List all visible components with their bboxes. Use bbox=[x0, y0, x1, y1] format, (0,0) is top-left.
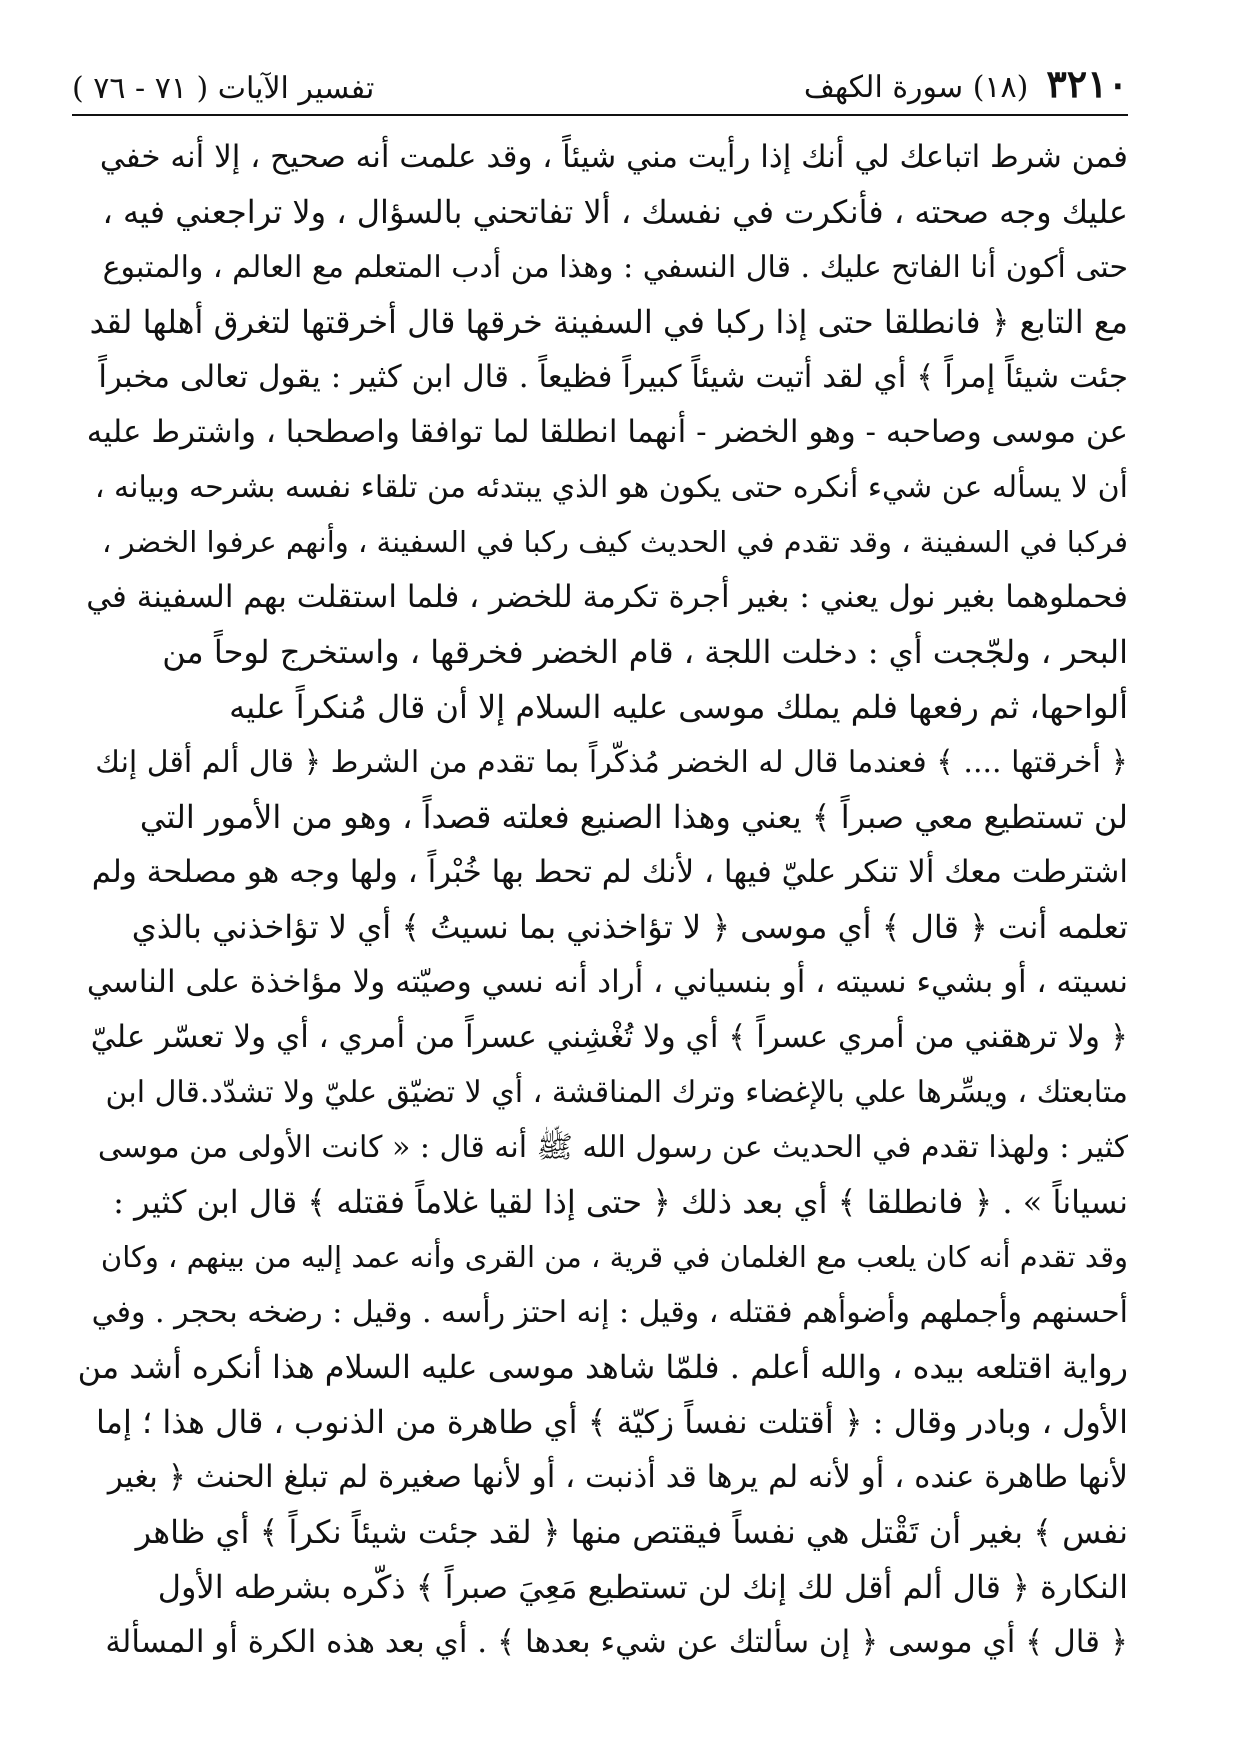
section-title: تفسير الآيات ( ٧١ - ٧٦ ) bbox=[72, 71, 375, 106]
page-header bbox=[72, 58, 1128, 116]
text-line: أحسنهم وأجملهم وأضوأهم فقتله ، وقيل : إنه احتز رأسه . وقيل : رضخه بحجر . وفي bbox=[91, 1295, 1128, 1330]
text-line: النكارة ﴿ قال ألم أقل لك إنك لن تستطيع مَعِيَ صبراً ﴾ ذكّره بشرطه الأول bbox=[157, 1568, 1128, 1606]
text-line: مع التابع ﴿ فانطلقا حتى إذا ركبا في السفينة خرقها قال أخرقتها لتغرق أهلها لقد bbox=[89, 303, 1128, 341]
text-line: نسيته ، أو بشيء نسيته ، أو بنسياني ، أراد أنه نسي وصيّته ولا مؤاخذة على الناسي bbox=[86, 964, 1128, 1000]
text-line: تعلمه أنت ﴿ قال ﴾ أي موسى ﴿ لا تؤاخذني بما نسيتُ ﴾ أي لا تؤاخذني بالذي bbox=[131, 908, 1128, 946]
text-line: فحملوهما بغير نول يعني : بغير أجرة تكرمة للخضر ، فلما استقلت بهم السفينة في bbox=[86, 579, 1128, 615]
text-line: ﴿ قال ﴾ أي موسى ﴿ إن سألتك عن شيء بعدها ﴾ . أي بعد هذه الكرة أو المسألة bbox=[105, 1624, 1128, 1660]
text-line: لن تستطيع معي صبراً ﴾ يعني وهذا الصنيع فعلته قصداً ، وهو من الأمور التي bbox=[139, 798, 1128, 836]
text-line: نفس ﴾ بغير أن تَقْتل هي نفساً فيقتص منها ﴿ لقد جئت شيئاً نكراً ﴾ أي ظاهر bbox=[135, 1513, 1128, 1551]
text-line: الأول ، وبادر وقال : ﴿ أقتلت نفساً زكيّة ﴾ أي طاهرة من الذنوب ، قال هذا ؛ إما bbox=[96, 1403, 1128, 1441]
text-line: ﴿ أخرقتها .... ﴾ فعندما قال له الخضر مُذكّراً بما تقدم من الشرط ﴿ قال ألم أقل إنك bbox=[95, 745, 1128, 780]
text-line: اشترطت معك ألا تنكر عليّ فيها ، لأنك لم تحط بها خُبْراً ، ولها وجه هو مصلحة ولم bbox=[91, 854, 1128, 890]
text-line: أن لا يسأله عن شيء أنكره حتى يكون هو الذي يبتدئه من تلقاء نفسه بشرحه وبيانه ، bbox=[94, 470, 1128, 505]
text-line: وقد تقدم أنه كان يلعب مع الغلمان في قرية ، من القرى وأنه عمد إليه من بينهم ، وكان bbox=[100, 1240, 1128, 1274]
text-line: رواية اقتلعه بيده ، والله أعلم . فلمّا شاهد موسى عليه السلام هذا أنكره أشد من bbox=[77, 1348, 1128, 1386]
text-line: ألواحها، ثم رفعها فلم يملك موسى عليه السلام إلا أن قال مُنكراً عليه bbox=[229, 688, 1128, 726]
text-line: ﴿ ولا ترهقني من أمري عسراً ﴾ أي ولا تُغْشِني عسراً من أمري ، أي ولا تعسّر عليّ bbox=[90, 1019, 1128, 1055]
surah-title: (١٨) سورة الكهف bbox=[803, 70, 1029, 105]
text-line: عليك وجه صحته ، فأنكرت في نفسك ، ألا تفاتحني بالسؤال ، ولا تراجعني فيه ، bbox=[102, 193, 1128, 231]
page-number: ٣٢١٠ bbox=[1046, 61, 1128, 106]
text-line: جئت شيئاً إمراً ﴾ أي لقد أتيت شيئاً كبيراً فظيعاً . قال ابن كثير : يقول تعالى مخبراً bbox=[98, 359, 1128, 395]
text-line: فمن شرط اتباعك لي أنك إذا رأيت مني شيئاً ، وقد علمت أنه صحيح ، إلا أنه خفي bbox=[99, 139, 1128, 175]
text-line: نسياناً » . ﴿ فانطلقا ﴾ أي بعد ذلك ﴿ حتى إذا لقيا غلاماً فقتله ﴾ قال ابن كثير : bbox=[113, 1183, 1128, 1221]
text-line: حتى أكون أنا الفاتح عليك . قال النسفي : وهذا من أدب المتعلم مع العالم ، والمتبوع bbox=[102, 250, 1128, 285]
text-line: عن موسى وصاحبه - وهو الخضر - أنهما انطلقا لما توافقا واصطحبا ، واشترط عليه bbox=[86, 414, 1128, 450]
page-body bbox=[76, 130, 1128, 1670]
header-right bbox=[804, 61, 1128, 106]
text-line: البحر ، ولجّجت أي : دخلت اللجة ، قام الخضر فخرقها ، واستخرج لوحاً من bbox=[162, 633, 1128, 671]
text-line: فركبا في السفينة ، وقد تقدم في الحديث كيف ركبا في السفينة ، وأنهم عرفوا الخضر ، bbox=[101, 525, 1128, 559]
text-line: متابعتك ، ويسِّرها علي بالإغضاء وترك المناقشة ، أي لا تضيّق عليّ ولا تشدّد.قال ابن bbox=[105, 1075, 1128, 1110]
text-line: كثير : ولهذا تقدم في الحديث عن رسول الله ﷺ أنه قال : « كانت الأولى من موسى bbox=[97, 1130, 1128, 1165]
text-line: لأنها طاهرة عنده ، أو لأنه لم يرها قد أذنبت ، أو لأنها صغيرة لم تبلغ الحنث ﴿ بغير bbox=[107, 1459, 1128, 1495]
